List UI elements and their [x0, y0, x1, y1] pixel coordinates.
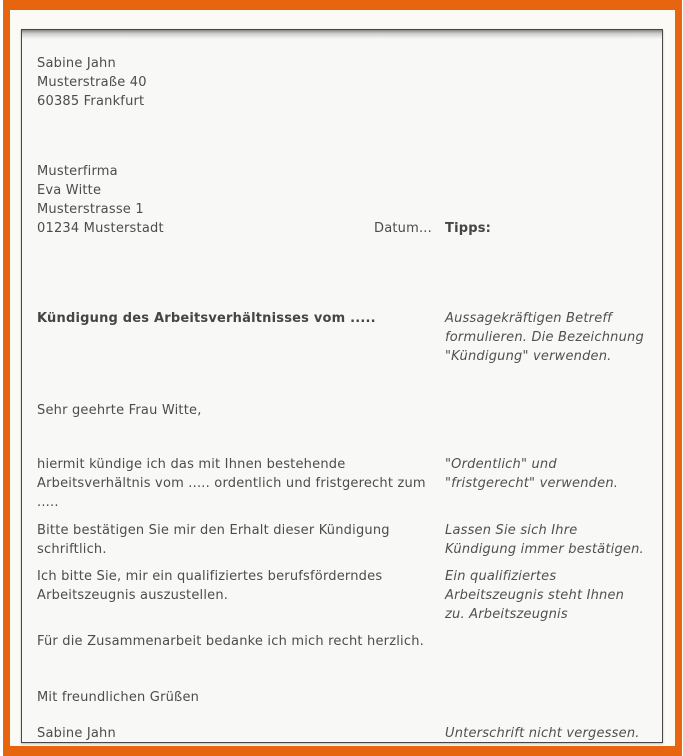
tips-column-header: Tipps:: [445, 221, 492, 236]
sender-name: Sabine Jahn: [37, 56, 116, 71]
paragraph-text: Für die Zusammenarbeit bedanke ich mich recht herzlich.: [37, 634, 424, 649]
frame-inner-margin: [10, 10, 675, 746]
recipient-name: Eva Witte: [37, 183, 102, 198]
paragraph-tip: "Ordentlich" und "fristgerecht" verwenden.: [445, 457, 619, 491]
recipient-address-block: [37, 162, 445, 238]
paragraph-tip: Lassen Sie sich Ihre Kündigung immer bestätigen.: [445, 523, 644, 557]
recipient-street: Musterstrasse 1: [37, 202, 144, 217]
paragraph-tip: [445, 632, 652, 651]
sender-street: Musterstraße 40: [37, 75, 147, 90]
paragraph-row: [37, 632, 652, 651]
paragraph-tip: Ein qualifiziertes Arbeitszeugnis steht Ihnen zu. Arbeitszeugnis: [445, 569, 625, 622]
letter-page: [21, 29, 663, 743]
recipient-row: [37, 162, 652, 238]
subject-row: [37, 309, 652, 366]
subject-tip: Aussagekräftigen Betreff formulieren. Die Bezeichnung "Kündigung" verwenden.: [445, 311, 644, 364]
recipient-city: 01234 Musterstadt: [37, 221, 164, 236]
orange-frame: [3, 0, 682, 756]
paragraph-row: [37, 521, 652, 559]
date-placeholder: Datum...: [374, 221, 432, 236]
paragraph-text: hiermit kündige ich das mit Ihnen bestehende Arbeitsverhältnis vom ..... ordentlich und fristgerecht zum .....: [37, 457, 426, 510]
sender-city: 60385 Frankfurt: [37, 94, 145, 109]
closing-formula: Mit freundlichen Grüßen: [37, 690, 200, 705]
sender-address-block: [37, 54, 652, 111]
paragraph-text: Ich bitte Sie, mir ein qualifiziertes berufsförderndes Arbeitszeugnis auszustellen.: [37, 569, 383, 603]
salutation: Sehr geehrte Frau Witte,: [37, 403, 202, 418]
subject-line: Kündigung des Arbeitsverhältnisses vom .....: [37, 311, 376, 326]
paragraph-row: [37, 567, 652, 624]
paragraph-row: [37, 455, 652, 512]
recipient-company: Musterfirma: [37, 164, 118, 179]
signature-tip: Unterschrift nicht vergessen.: [445, 726, 640, 741]
letter-content: [22, 30, 662, 743]
signature-name: Sabine Jahn: [37, 726, 116, 741]
paragraph-text: Bitte bestätigen Sie mir den Erhalt dieser Kündigung schriftlich.: [37, 523, 390, 557]
signature-row: [37, 724, 652, 743]
